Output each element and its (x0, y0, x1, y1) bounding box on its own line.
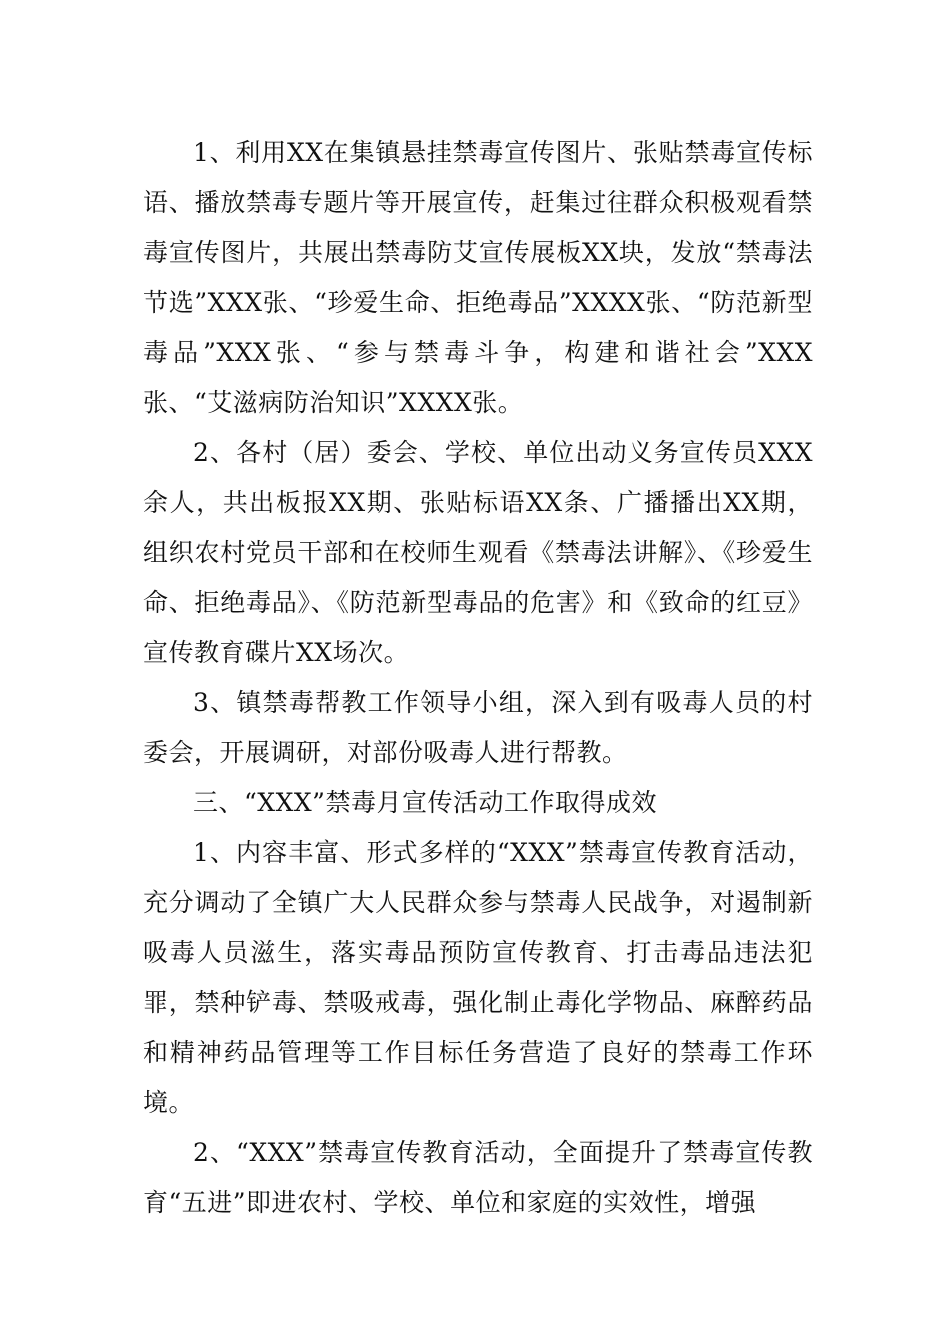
document-body (143, 128, 813, 1228)
section-heading-3: 三、“XXX”禁毒月宣传活动工作取得成效 (193, 788, 657, 817)
paragraph-item-3: 3、镇禁毒帮教工作领导小组，深入到有吸毒人员的村委会，开展调研，对部份吸毒人进行帮教。 (143, 688, 813, 767)
paragraph-result-2: 2、“XXX”禁毒宣传教育活动，全面提升了禁毒宣传教育“五进”即进农村、学校、单位和家庭的实效性，增强 (143, 1138, 813, 1217)
paragraph-item-2: 2、各村（居）委会、学校、单位出动义务宣传员XXX余人，共出板报XX期、张贴标语XX条、广播播出XX期，组织农村党员干部和在校师生观看《禁毒法讲解》、《珍爱生命、拒绝毒品》、《防范新型毒品的危害》和《致命的红豆》宣传教育碟片XX场次。 (143, 438, 813, 667)
paragraph-item-1: 1、利用XX在集镇悬挂禁毒宣传图片、张贴禁毒宣传标语、播放禁毒专题片等开展宣传，赶集过往群众积极观看禁毒宣传图片，共展出禁毒防艾宣传展板XX块，发放“禁毒法节选”XXX张、“珍爱生命、拒绝毒品”XXXX张、“防范新型毒品”XXX张、“参与禁毒斗争，构建和谐社会”XXX张、“艾滋病防治知识”XXXX张。 (143, 138, 813, 417)
paragraph-result-1: 1、内容丰富、形式多样的“XXX”禁毒宣传教育活动，充分调动了全镇广大人民群众参与禁毒人民战争，对遏制新吸毒人员滋生，落实毒品预防宣传教育、打击毒品违法犯罪，禁种铲毒、禁吸戒毒，强化制止毒化学物品、麻醉药品和精神药品管理等工作目标任务营造了良好的禁毒工作环境。 (143, 838, 813, 1117)
